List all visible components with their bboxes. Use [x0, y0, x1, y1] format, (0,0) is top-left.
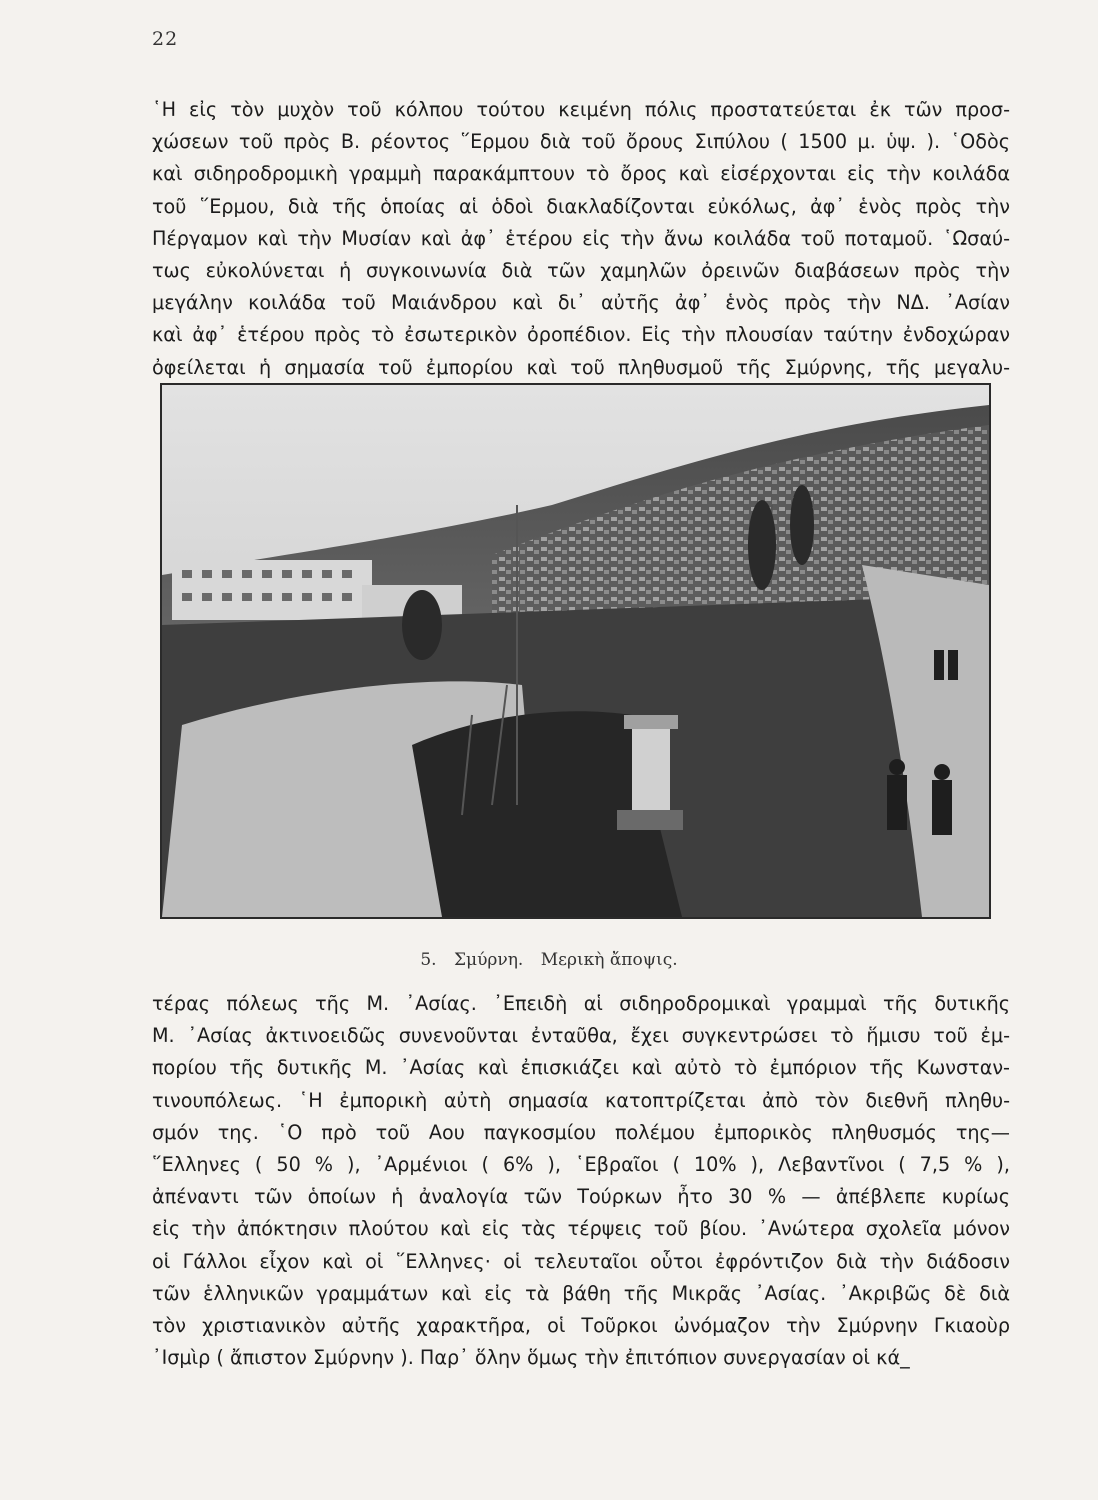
text-line: ῞Ελληνες ( 50 % ), ᾿Αρμένιοι ( 6% ), ῾Εβραῖοι ( 10% ), Λεβαντῖνοι ( 7,5 % ),	[152, 1153, 1010, 1177]
text-line: τοῦ ῞Ερμου, διὰ τῆς ὁποίας αἱ ὁδοὶ διακλαδίζονται εὐκόλως, ἀφ᾽ ἑνὸς πρὸς τὴν	[152, 194, 1010, 218]
figure-caption	[0, 950, 1098, 970]
paragraph-1	[152, 94, 1010, 384]
text-line: Πέργαμον καὶ τὴν Μυσίαν καὶ ἀφ᾽ ἑτέρου εἰς τὴν ἄνω κοιλάδα τοῦ ποταμοῦ. ῾Ωσαύ-	[152, 226, 1010, 250]
text-line: τινουπόλεως. ῾Η ἐμπορικὴ αὐτὴ σημασία κατοπτρίζεται ἀπὸ τὸν διεθνῆ πληθυ-	[152, 1088, 1010, 1112]
text-line: τέρας πόλεως τῆς Μ. ᾿Ασίας. ᾿Επειδὴ αἱ σιδηροδρομικαὶ γραμμαὶ τῆς δυτικῆς	[152, 992, 1010, 1015]
text-line: ᾿Ισμὶρ ( ἄπιστον Σμύρνην ). Παρ᾽ ὅλην ὅμως τὴν ἐπιτόπιον συνεργασίαν οἱ κά_	[152, 1346, 910, 1370]
text-line: ῾Η εἰς τὸν μυχὸν τοῦ κόλπου τούτου κειμένη πόλις προστατεύεται ἐκ τῶν προσ-	[152, 98, 1010, 121]
text-line: πορίου τῆς δυτικῆς Μ. ᾿Ασίας καὶ ἐπισκιάζει καὶ αὐτὸ τὸ ἐμπόριον τῆς Κωνσταν-	[152, 1056, 1010, 1080]
smyrna-photograph	[160, 383, 991, 919]
text-line: ὀφείλεται ἡ σημασία τοῦ ἐμπορίου καὶ τοῦ πληθυσμοῦ τῆς Σμύρνης, τῆς μεγαλυ-	[152, 355, 1010, 379]
page-number: 22	[152, 28, 179, 50]
text-line: οἱ Γάλλοι εἶχον καὶ οἱ ῞Ελληνες· οἱ τελευταῖοι οὗτοι ἐφρόντιζον διὰ τὴν διάδοσιν	[152, 1249, 1010, 1273]
text-line: μεγάλην κοιλάδα τοῦ Μαιάνδρου καὶ δι᾽ αὐτῆς ἀφ᾽ ἑνὸς πρὸς τὴν ΝΔ. ᾿Ασίαν	[152, 291, 1010, 315]
figure-place: Σμύρνη.	[454, 950, 524, 970]
photo-illustration	[162, 385, 989, 917]
text-line: εἰς τὴν ἀπόκτησιν πλούτου καὶ εἰς τὰς τέρψεις τοῦ βίου. ᾿Ανώτερα σχολεῖα μόνον	[152, 1217, 1010, 1241]
text-line: καὶ ἀφ᾽ ἑτέρου πρὸς τὸ ἐσωτερικὸν ὀροπέδιον. Εἰς τὴν πλουσίαν ταύτην ἐνδοχώραν	[152, 323, 1010, 347]
text-line: τῶν ἑλληνικῶν γραμμάτων καὶ εἰς τὰ βάθη τῆς Μικρᾶς ᾿Ασίας. ᾿Ακριβῶς δὲ διὰ	[152, 1281, 1010, 1305]
text-line: τως εὐκολύνεται ἡ συγκοινωνία διὰ τῶν χαμηλῶν ὀρεινῶν διαβάσεων πρὸς τὴν	[152, 259, 1010, 283]
figure-number: 5.	[420, 950, 437, 970]
text-line: χώσεων τοῦ πρὸς Β. ρέοντος ῞Ερμου διὰ τοῦ ὄρους Σιπύλου ( 1500 μ. ὑψ. ). ῾Οδὸς	[152, 130, 1010, 154]
text-line: ἀπέναντι τῶν ὁποίων ἡ ἀναλογία τῶν Τούρκων ἦτο 30 % — ἀπέβλεπε κυρίως	[152, 1185, 1010, 1209]
text-line: Μ. ᾿Ασίας ἀκτινοειδῶς συνενοῦνται ἐνταῦθα, ἔχει συγκεντρώσει τὸ ἥμισυ τοῦ ἐμ-	[152, 1024, 1010, 1048]
text-line: σμόν της. ῾Ο πρὸ τοῦ Αου παγκοσμίου πολέμου ἐμπορικὸς πληθυσμός της—	[152, 1120, 1010, 1144]
figure-title: Μερικὴ ἄποψις.	[540, 950, 678, 970]
paragraph-2	[152, 988, 1010, 1374]
text-line: καὶ σιδηροδρομικὴ γραμμὴ παρακάμπτουν τὸ ὄρος καὶ εἰσέρχονται εἰς τὴν κοιλάδα	[152, 162, 1010, 186]
text-line: τὸν χριστιανικὸν αὐτῆς χαρακτῆρα, οἱ Τοῦρκοι ὠνόμαζον τὴν Σμύρνην Γκιαοὺρ	[152, 1314, 1010, 1338]
